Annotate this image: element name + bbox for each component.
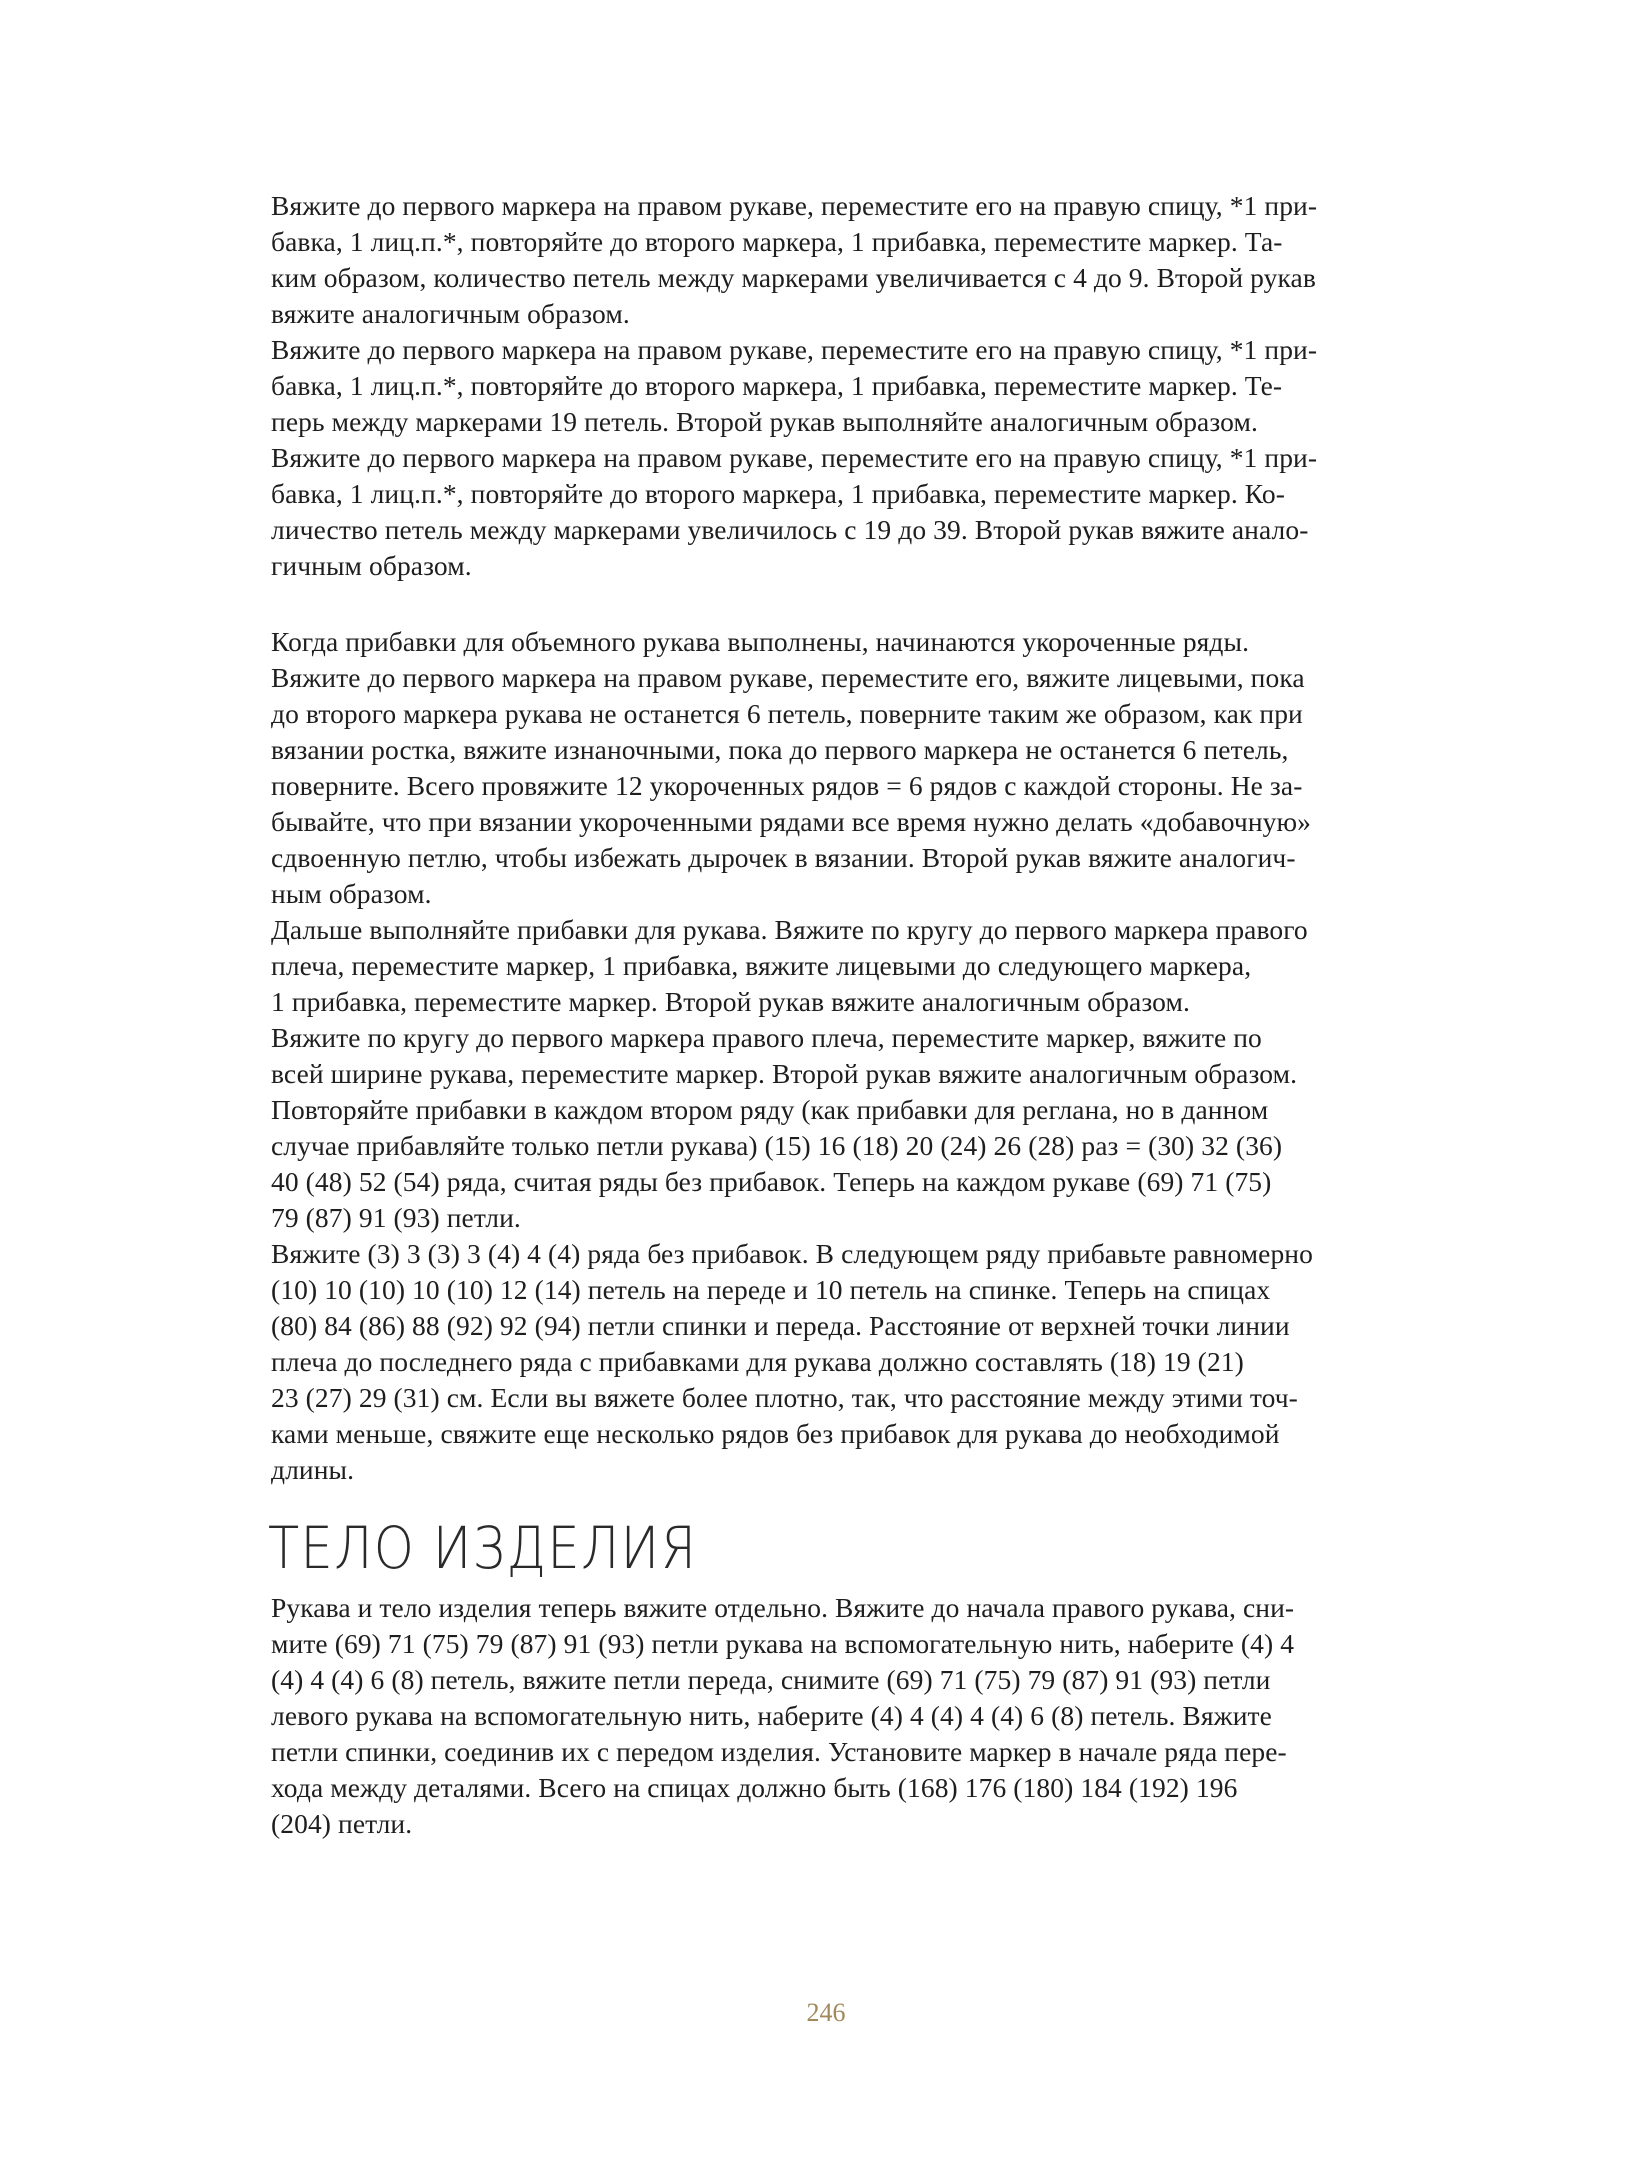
- text-line: (4) 4 (4) 6 (8) петель, вяжите петли переда, снимите (69) 71 (75) 79 (87) 91 (93) петли: [271, 1664, 1271, 1695]
- text-line: перь между маркерами 19 петель. Второй рукав выполняйте аналогичным образом.: [271, 406, 1258, 437]
- text-line: поверните. Всего провяжите 12 укороченных рядов = 6 рядов с каждой стороны. Не за-: [271, 770, 1303, 801]
- text-line: 79 (87) 91 (93) петли.: [271, 1202, 521, 1233]
- text-line: (10) 10 (10) 10 (10) 12 (14) петель на переде и 10 петель на спинке. Теперь на спицах: [271, 1274, 1271, 1305]
- text-line: вязании ростка, вяжите изнаночными, пока до первого маркера не останется 6 петель,: [271, 734, 1289, 765]
- text-line: сдвоенную петлю, чтобы избежать дырочек в вязании. Второй рукав вяжите аналогич-: [271, 842, 1296, 873]
- text-line: Когда прибавки для объемного рукава выполнены, начинаются укороченные ряды.: [271, 626, 1250, 657]
- paragraph-sleeve-increases: [271, 188, 1416, 584]
- text-line: бавка, 1 лиц.п.*, повторяйте до второго маркера, 1 прибавка, переместите маркер. Та-: [271, 226, 1283, 257]
- text-line: хода между деталями. Всего на спицах должно быть (168) 176 (180) 184 (192) 196: [271, 1772, 1238, 1803]
- text-line: левого рукава на вспомогательную нить, наберите (4) 4 (4) 4 (4) 6 (8) петель. Вяжите: [271, 1700, 1272, 1731]
- text-line: Вяжите (3) 3 (3) 3 (4) 4 (4) ряда без прибавок. В следующем ряду прибавьте равномерно: [271, 1238, 1313, 1269]
- paragraph-body: [271, 1590, 1416, 1842]
- text-line: случае прибавляйте только петли рукава) (15) 16 (18) 20 (24) 26 (28) раз = (30) 32 (36): [271, 1130, 1283, 1161]
- text-line: Рукава и тело изделия теперь вяжите отдельно. Вяжите до начала правого рукава, сни-: [271, 1592, 1295, 1623]
- text-line: всей ширине рукава, переместите маркер. Второй рукав вяжите аналогичным образом.: [271, 1058, 1298, 1089]
- text-line: личество петель между маркерами увеличилось с 19 до 39. Второй рукав вяжите анало-: [271, 514, 1309, 545]
- text-line: плеча, переместите маркер, 1 прибавка, вяжите лицевыми до следующего маркера,: [271, 950, 1252, 981]
- text-line: (204) петли.: [271, 1808, 413, 1839]
- text-line: Вяжите по кругу до первого маркера правого плеча, переместите маркер, вяжите по: [271, 1022, 1262, 1053]
- text-line: Вяжите до первого маркера на правом рукаве, переместите его на правую спицу, *1 при-: [271, 442, 1318, 473]
- text-line: Дальше выполняйте прибавки для рукава. Вяжите по кругу до первого маркера правого: [271, 914, 1308, 945]
- text-line: ным образом.: [271, 878, 432, 909]
- text-line: гичным образом.: [271, 550, 472, 581]
- text-line: 40 (48) 52 (54) ряда, считая ряды без прибавок. Теперь на каждом рукаве (69) 71 (75): [271, 1166, 1272, 1197]
- text-line: бывайте, что при вязании укороченными рядами все время нужно делать «добавочную»: [271, 806, 1312, 837]
- text-line: ками меньше, свяжите еще несколько рядов без прибавок для рукава до необходимой: [271, 1418, 1280, 1449]
- text-line: Вяжите до первого маркера на правом рукаве, переместите его на правую спицу, *1 при-: [271, 190, 1318, 221]
- text-line: вяжите аналогичным образом.: [271, 298, 630, 329]
- text-line: Вяжите до первого маркера на правом рукаве, переместите его, вяжите лицевыми, пока: [271, 662, 1305, 693]
- text-line: Повторяйте прибавки в каждом втором ряду (как прибавки для реглана, но в данном: [271, 1094, 1269, 1125]
- text-line: 1 прибавка, переместите маркер. Второй рукав вяжите аналогичным образом.: [271, 986, 1190, 1017]
- page-number: 246: [806, 1998, 846, 2027]
- text-line: петли спинки, соединив их с передом изделия. Установите маркер в начале ряда пере-: [271, 1736, 1287, 1767]
- text-line: 23 (27) 29 (31) см. Если вы вяжете более плотно, так, что расстояние между этими точ-: [271, 1382, 1298, 1413]
- text-line: (80) 84 (86) 88 (92) 92 (94) петли спинки и переда. Расстояние от верхней точки линии: [271, 1310, 1290, 1341]
- text-line: бавка, 1 лиц.п.*, повторяйте до второго маркера, 1 прибавка, переместите маркер. Те-: [271, 370, 1283, 401]
- text-line: ким образом, количество петель между маркерами увеличивается с 4 до 9. Второй рукав: [271, 262, 1316, 293]
- text-line: плеча до последнего ряда с прибавками для рукава должно составлять (18) 19 (21): [271, 1346, 1244, 1377]
- text-line: бавка, 1 лиц.п.*, повторяйте до второго маркера, 1 прибавка, переместите маркер. Ко-: [271, 478, 1285, 509]
- section-heading: ТЕЛО ИЗДЕЛИЯ: [268, 1514, 698, 1582]
- text-line: длины.: [271, 1454, 355, 1485]
- text-line: до второго маркера рукава не останется 6 петель, поверните таким же образом, как при: [271, 698, 1303, 729]
- text-line: Вяжите до первого маркера на правом рукаве, переместите его на правую спицу, *1 при-: [271, 334, 1318, 365]
- text-line: мите (69) 71 (75) 79 (87) 91 (93) петли рукава на вспомогательную нить, наберите (4) 4: [271, 1628, 1295, 1659]
- paragraph-short-rows: [271, 624, 1416, 1488]
